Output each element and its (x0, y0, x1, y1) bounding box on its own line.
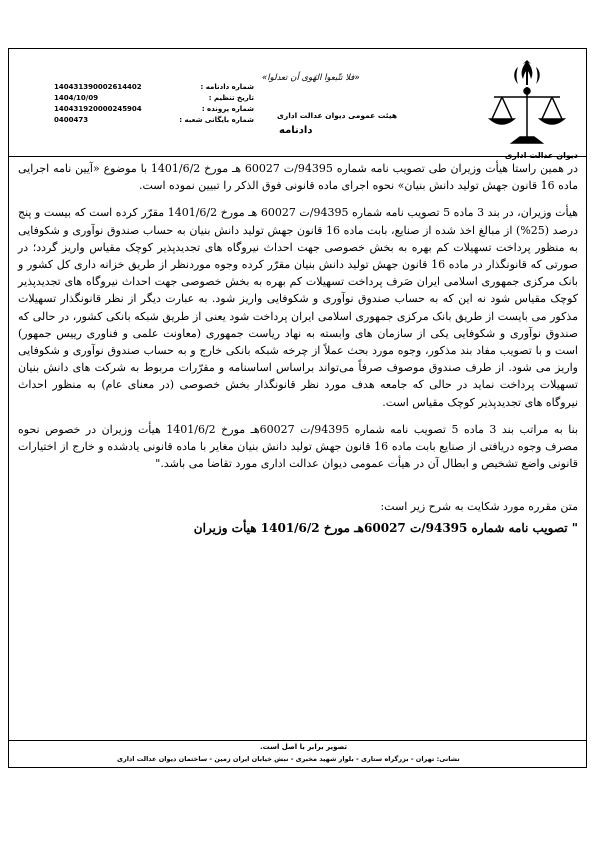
paragraph-3: بنا به مراتب بند 3 ماده 5 تصویب نامه شماره 94395/ت 60027هـ مورخ 1401/6/2 هیأت وزیران در خصوص نحوه مصرف وجوه دریافتی از صنایع بابت ماده 16 قانون جهش تولید دانش بنیان مغایر با ماده قانونی یادشده و خارج از اختیارات قانونی واضع تشخیص و ابطال آن در هیأت عمومی دیوان عدالت اداری مورد تقاضا می باشد." (18, 422, 579, 471)
letterhead (9, 49, 586, 160)
paragraph-4: متن مقرره مورد شکایت به شرح زیر است: (380, 500, 578, 514)
document-metadata (54, 82, 254, 126)
paragraph-2: هیأت وزیران، در بند 3 ماده 5 تصویب نامه شماره 94395/ت 60027 هـ مورخ 1401/6/2 مقرّر کرده است که بیست و پنج درصد (25%) از مبالغ اخذ شده از صنایع، بابت ماده 16 قانون جهش تولید دانش بنیان به حساب صندوق نوآوری و شکوفایی به منظور پرداخت تسهیلات کم بهره به بخش خصوصی جهت احداث نیروگاه های تجدیدپذیر کوچک مقیاس واریز گردد؛ در صورتی که قانونگذار در ماده 16 قانون جهش تولید دانش بنیان مقرّر کرده وجوه موردنظر از طریق خزانه داری کل کشور و بانک مرکزی جمهوری اسلامی ایران صَرف پرداخت تسهیلات کم بهره به بخش خصوصی جهت احداث نیروگاه های تجدیدپذیر کوچک مقیاس شود نه این که به حساب صندوق نوآوری و شکوفایی واریز شود. به عبارت دیگر از نظر قانونگذار تسهیلات مذکور می بایست از طریق بانک مرکزی جمهوری اسلامی ایران پرداخت شود یعنی از طریق شبکه بانکی کشور، در حالی که صندوق نوآوری و شکوفایی یکی از سازمان های وابسته به نهاد ریاست جمهوری (معاونت علمی و فناوری رییس جمهور) است و با تصویب مفاد بند مذکور، وجوه مورد بحث عملاً از چرخه شبکه بانکی خارج و به حساب صندوق نوآوری و شکوفایی واریز می شود. از طرف صندوق موصوف صرفاً می‌تواند براساس اساسنامه و مقرّرات مربوط به شرکت های دانش بنیان تسهیلات پرداخت نماید در حالی که جامعه هدف مورد نظر قانونگذار بخش خصوصی (در معنای عام) به منظور احداث نیروگاه های تجدیدپذیر کوچک مقیاس است. (18, 206, 578, 409)
board-title: هیئت عمومی دیوان عدالت اداری (277, 111, 398, 120)
document-title: دادنامه (279, 125, 313, 136)
quran-verse: «فلا تتّبعوا الهَوی أن تعدلوا» (262, 73, 360, 83)
document-body (18, 160, 578, 547)
footer-divider (9, 740, 586, 741)
meta-row-verdict-number: شماره دادنامه : 140431390002614402 (54, 83, 254, 91)
meta-row-archive-number: شماره بایگانی شعبه : 0400473 (54, 116, 254, 124)
paragraph-5: " تصویب نامه شماره 94395/ت 60027هـ مورخ 1401/6/2 هیأت وزیران (193, 520, 578, 535)
meta-row-case-number: شماره پرونده : 140431920000245904 (54, 105, 254, 113)
meta-row-date: تاریخ تنظیم : 1404/10/09 (54, 94, 254, 102)
header-divider (9, 156, 586, 157)
paragraph-1: در همین راستا هیأت وزیران طی تصویب نامه شماره 94395/ت 60027 هـ مورخ 1401/6/2 با موضوع «آیین نامه اجرایی ماده 16 قانون جهش تولید دانش بنیان» نحوه اجرای ماده قانونی فوق الذکر را تبیین نموده است. (18, 162, 578, 193)
address-line: نشانی: تهران - بزرگراه ستاری - بلوار شهید مخبری - نبش خیابان ایران زمین - ساختمان دیوان عدالت اداری (117, 755, 460, 763)
court-name-caption: دیوان عدالت اداری (504, 151, 578, 160)
copy-certification-note: تصویر برابر با اصل است. (260, 743, 348, 751)
